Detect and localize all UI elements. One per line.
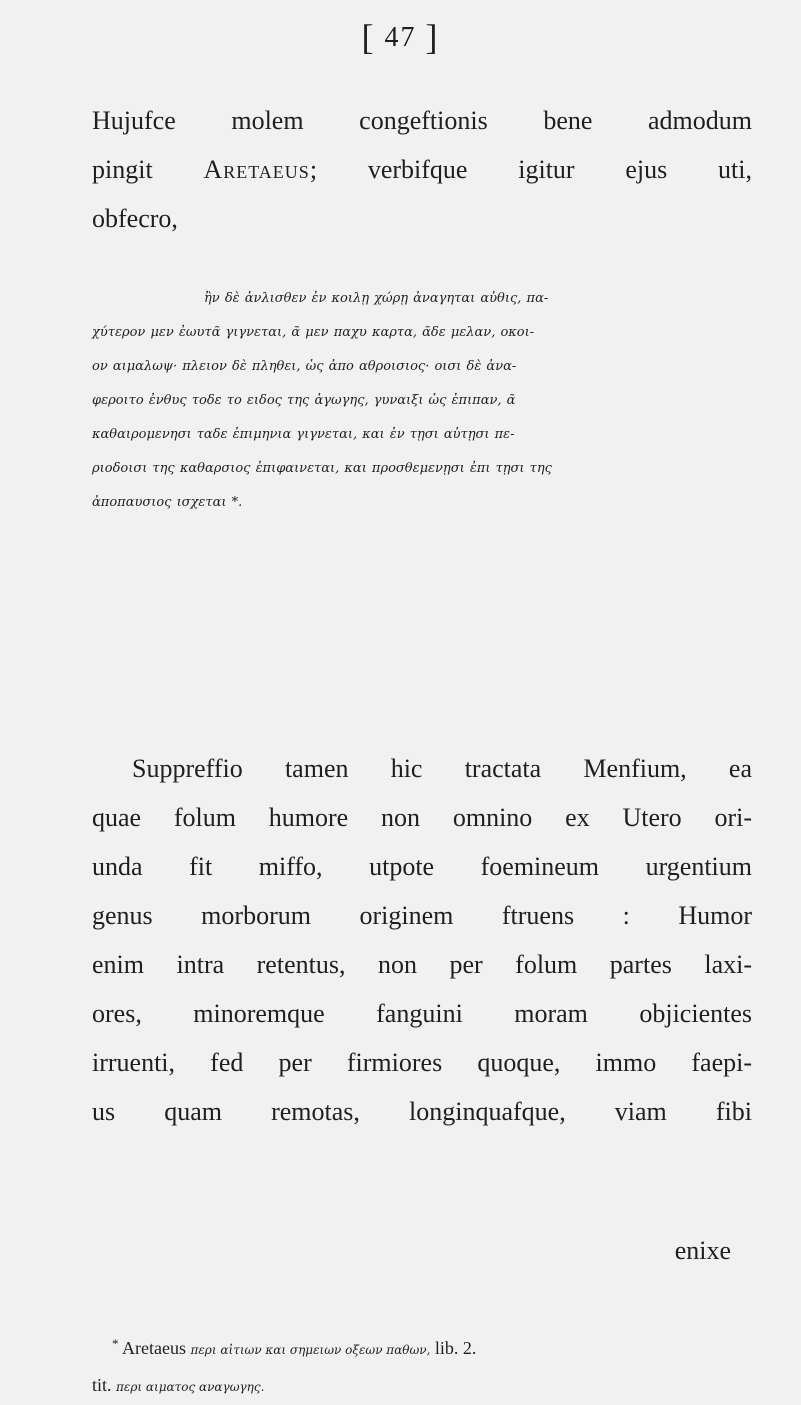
text-line	[92, 145, 752, 194]
paragraph-aretaeus-intro	[92, 96, 752, 243]
page-header	[0, 16, 801, 58]
header-close-bracket: ]	[425, 17, 440, 57]
greek-line: φερoιτο ἐνθυς τοδε το ειδος της ἀγωγης, γυναιξι ὡς ἐπιπαν, ᾶ	[92, 393, 516, 408]
header-open-bracket: [	[361, 17, 376, 57]
author-name: Aretaeus	[203, 155, 310, 184]
greek-line: ἢν δὲ ἀνλισθεν ἐν κοιλῃ χώρῃ ἀναγηται αὐθις, πα-	[204, 291, 549, 306]
text-line: unda fit miffo, utpote foemineum urgentium	[92, 852, 752, 881]
text-line: quae folum humore non omnino ex Utero ori-	[92, 803, 752, 832]
greek-line: χύτερον μεν ἐωυτᾶ γιγνεται, ᾶ μεν παχυ καρτα, ᾶδε μελαν, οκοι-	[92, 325, 535, 340]
greek-quotation	[92, 282, 752, 520]
catchword: enixe	[674, 1236, 731, 1265]
footnote-line	[92, 1368, 752, 1405]
footnote	[92, 1326, 752, 1405]
text-line: Hujufce molem congeftionis bene admodum	[92, 106, 752, 135]
greek-line: ον αιμαλωψ· πλειον δὲ πληθει, ὡς ἀπο αθροισιος· οισι δὲ ἀνα-	[92, 359, 517, 374]
text-line: obfecro,	[92, 204, 178, 233]
text-line: genus morborum originem ftruens : Humor	[92, 901, 752, 930]
footnote-line	[112, 1326, 752, 1368]
greek-line: ριοδοισι της καθαρσιος ἐπιφαινεται, και προσθεμενῃσι ἐπι τῃσι της	[92, 461, 552, 476]
footnote-mark: *	[112, 1336, 119, 1351]
text-line: ores, minoremque fanguini moram objicientes	[92, 999, 752, 1028]
text-span: pingit	[92, 155, 204, 184]
footnote-reference: lib. 2.	[434, 1338, 477, 1358]
footnote-greek-chapter: περι αιματος αναγωγης.	[116, 1380, 265, 1394]
page-number: 47	[384, 22, 417, 53]
paragraph-suppressio	[92, 744, 752, 1136]
footnote-author: Aretaeus	[122, 1338, 186, 1358]
footnote-title-label: tit.	[92, 1375, 112, 1395]
text-span: ; verbifque igitur ejus uti,	[309, 155, 752, 184]
text-line: irruenti, fed per firmiores quoque, immo faepi-	[92, 1048, 752, 1077]
text-line: enim intra retentus, non per folum partes laxi-	[92, 950, 752, 979]
text-line: Suppreffio tamen hic tractata Menfium, ea	[132, 754, 752, 783]
greek-line: καθαιρομενησι ταδε ἐπιμηνια γιγνεται, και ἐν τῃσι αὐτῃσι πε-	[92, 427, 515, 442]
greek-line: ἀποπαυσιος ισχεται *.	[92, 495, 243, 510]
text-line: us quam remotas, longinquafque, viam fibi	[92, 1097, 752, 1126]
footnote-greek-title: περι αἰτιων και σημειων οξεων παθων,	[190, 1343, 431, 1357]
